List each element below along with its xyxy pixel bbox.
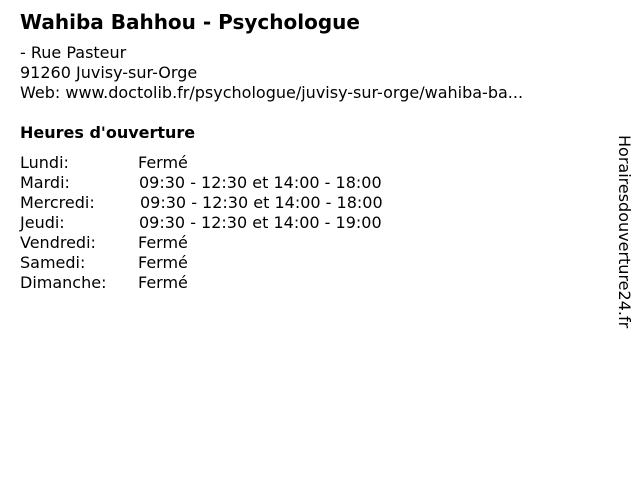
day-hours: Fermé xyxy=(138,273,188,292)
address-city: 91260 Juvisy-sur-Orge xyxy=(20,63,198,82)
day-hours: Fermé xyxy=(138,253,188,272)
day-hours: Fermé xyxy=(138,233,188,252)
day-hours: 09:30 - 12:30 et 14:00 - 18:00 xyxy=(140,193,383,212)
business-address xyxy=(20,43,523,103)
day-label: Lundi: xyxy=(20,153,69,172)
day-label: Samedi: xyxy=(20,253,86,272)
day-label: Mardi: xyxy=(20,173,70,192)
address-street: - Rue Pasteur xyxy=(20,43,127,62)
day-hours: 09:30 - 12:30 et 14:00 - 18:00 xyxy=(139,173,382,192)
day-label: Vendredi: xyxy=(20,233,96,252)
day-hours: Fermé xyxy=(138,153,188,172)
day-hours: 09:30 - 12:30 et 14:00 - 19:00 xyxy=(139,213,382,232)
day-label: Dimanche: xyxy=(20,273,107,292)
opening-hours-heading: Heures d'ouverture xyxy=(20,123,196,142)
website-line: Web: www.doctolib.fr/psychologue/juvisy-sur-orge/wahiba-ba... xyxy=(20,83,524,102)
business-title: Wahiba Bahhou - Psychologue xyxy=(20,10,360,34)
day-label: Mercredi: xyxy=(20,193,95,212)
site-brand-vertical: Horairesdouverture24.fr xyxy=(615,135,634,329)
day-label: Jeudi: xyxy=(20,213,65,232)
